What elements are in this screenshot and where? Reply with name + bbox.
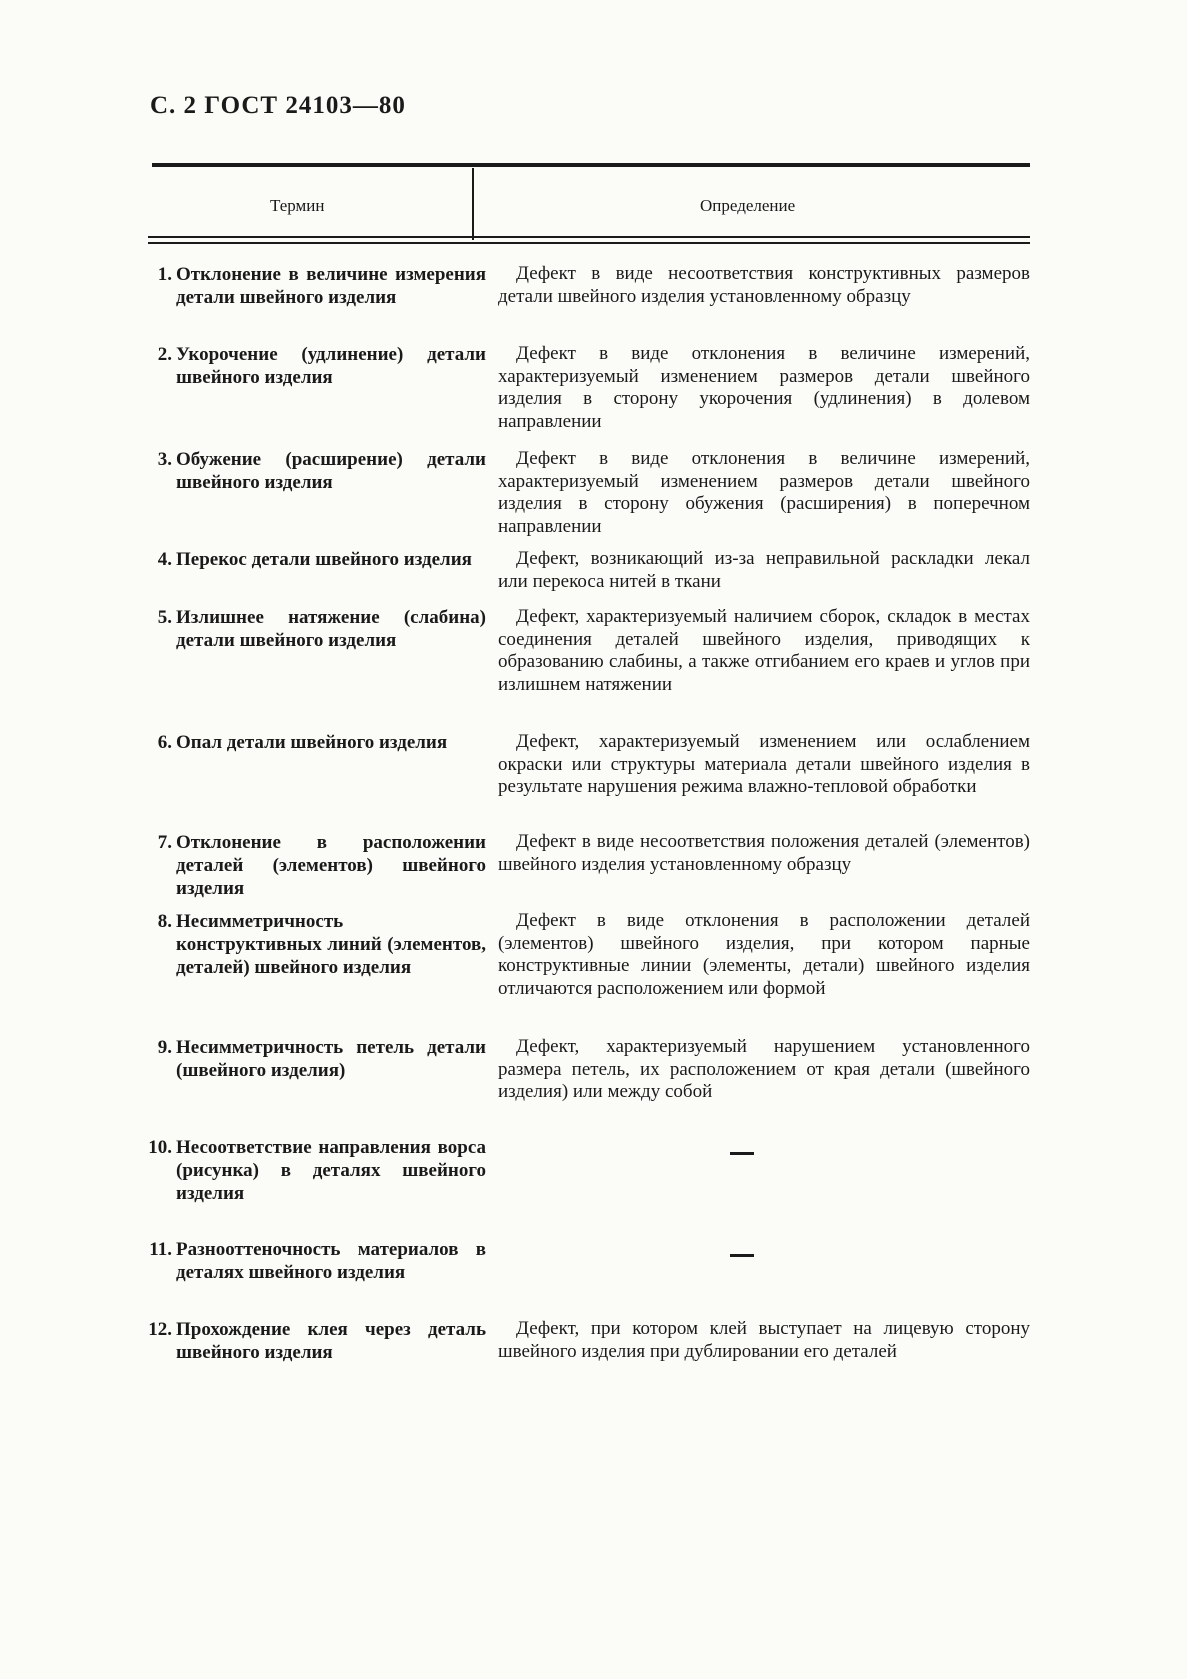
definition-text: Дефект в виде несоответствия конструктивных размеров детали швейного изделия установленному образцу xyxy=(498,263,1030,307)
column-header-definition: Определение xyxy=(700,196,796,215)
term-row xyxy=(130,731,1030,831)
column-header-term: Термин xyxy=(270,196,325,215)
term-row xyxy=(130,1036,1030,1136)
table-top-rule xyxy=(152,163,1030,167)
definition-text: Дефект в виде несоответствия положения деталей (элементов) швейного изделия установленному образцу xyxy=(498,831,1030,875)
term-text: Несоответствие направления ворса (рисунка) в деталях швейного изделия xyxy=(176,1137,486,1204)
term-text: Опал детали швейного изделия xyxy=(176,732,448,753)
definition-text: Дефект, при котором клей выступает на лицевую сторону швейного изделия при дублировании его деталей xyxy=(498,1318,1030,1362)
page-header: С. 2 ГОСТ 24103—80 xyxy=(150,92,406,119)
term-text: Прохождение клея через деталь швейного изделия xyxy=(176,1319,486,1363)
term-number: 7. xyxy=(157,832,172,853)
header-rule xyxy=(148,236,1030,238)
term-number: 12. xyxy=(148,1319,172,1340)
column-divider xyxy=(472,168,474,240)
term-text: Несимметричность петель детали (швейного изделия) xyxy=(176,1037,486,1081)
term-row xyxy=(130,910,1030,1036)
term-text: Отклонение в величине измерения детали швейного изделия xyxy=(176,264,486,308)
terms-table xyxy=(130,263,1030,1398)
term-number: 9. xyxy=(157,1037,172,1058)
definition-text: Дефект в виде отклонения в величине измерений, характеризуемый изменением размеров детали швейного изделия в сторону обужения (расширения) в поперечном направлении xyxy=(498,448,1030,537)
term-text: Разнооттеночность материалов в деталях швейного изделия xyxy=(176,1239,486,1283)
term-row xyxy=(130,831,1030,910)
term-number: 10. xyxy=(148,1137,172,1158)
term-number: 6. xyxy=(157,732,172,753)
term-number: 11. xyxy=(149,1239,172,1260)
term-text: Обужение (расширение) детали швейного изделия xyxy=(176,449,486,493)
term-text: Перекос детали швейного изделия xyxy=(176,549,472,570)
term-row xyxy=(130,448,1030,548)
definition-cell xyxy=(498,1136,1030,1159)
definition-text: Дефект в виде отклонения в расположении деталей (элементов) швейного изделия, при котором парные конструктивные линии (элементы, детали) швейного изделия отличаются расположением или формой xyxy=(498,910,1030,999)
term-row xyxy=(130,606,1030,731)
term-number: 8. xyxy=(157,911,172,932)
definition-text: Дефект, возникающий из-за неправильной раскладки лекал или перекоса нитей в ткани xyxy=(498,548,1030,592)
term-row xyxy=(130,548,1030,606)
definition-cell xyxy=(498,1238,1030,1261)
definition-text: Дефект, характеризуемый нарушением установленного размера петель, их расположением от края детали (швейного изделия) или между собой xyxy=(498,1036,1030,1102)
term-row xyxy=(130,343,1030,448)
definition-text: Дефект, характеризуемый изменением или ослаблением окраски или структуры материала детали швейного изделия в результате нарушения режима влажно-тепловой обработки xyxy=(498,731,1030,797)
term-text: Несимметричность конструктивных линий (элементов, деталей) швейного изделия xyxy=(176,911,486,978)
term-number: 3. xyxy=(157,449,172,470)
term-number: 4. xyxy=(157,549,172,570)
term-number: 2. xyxy=(157,344,172,365)
term-text: Отклонение в расположении деталей (элементов) швейного изделия xyxy=(176,832,486,899)
term-row xyxy=(130,1318,1030,1398)
term-number: 5. xyxy=(157,607,172,628)
term-text: Укорочение (удлинение) детали швейного изделия xyxy=(176,344,486,388)
term-row xyxy=(130,263,1030,343)
definition-dash xyxy=(730,1152,754,1155)
term-row xyxy=(130,1136,1030,1238)
term-row xyxy=(130,1238,1030,1318)
definition-text: Дефект в виде отклонения в величине измерений, характеризуемый изменением размеров детали швейного изделия в сторону укорочения (удлинения) в долевом направлении xyxy=(498,343,1030,432)
term-text: Излишнее натяжение (слабина) детали швейного изделия xyxy=(176,607,486,651)
definition-dash xyxy=(730,1254,754,1257)
definition-text: Дефект, характеризуемый наличием сборок, складок в местах соединения деталей швейного изделия, приводящих к образованию слабины, а также отгибанием его краев и углов при излишнем натяжении xyxy=(498,606,1030,695)
term-number: 1. xyxy=(157,264,172,285)
header-rule xyxy=(148,242,1030,244)
